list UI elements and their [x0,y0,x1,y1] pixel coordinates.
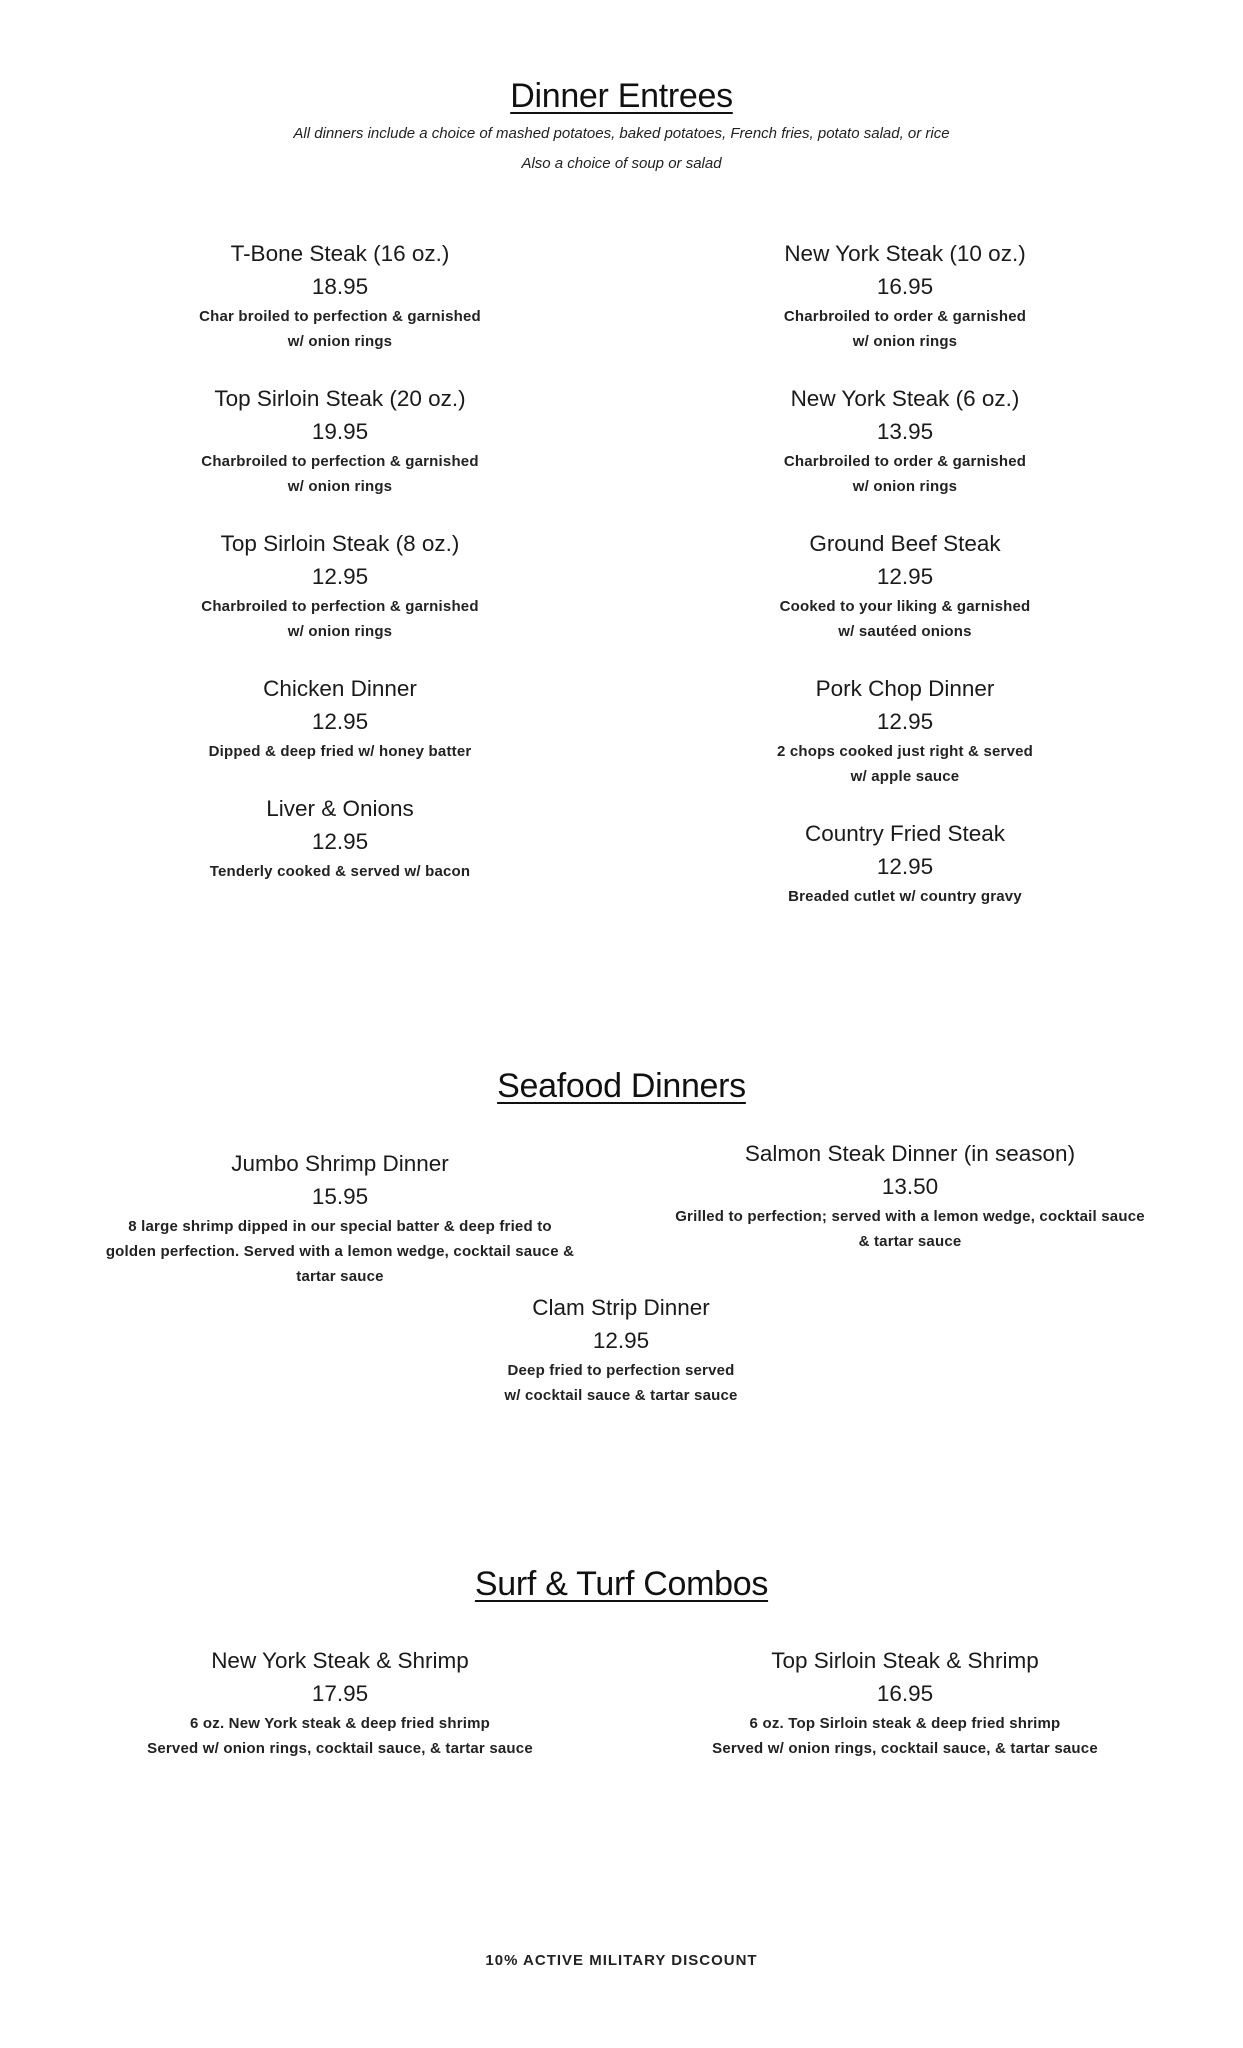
menu-item [705,238,1105,354]
item-price: 13.95 [876,419,934,444]
menu-item [90,1645,590,1761]
item-name: Liver & Onions [266,796,414,821]
item-price: 12.95 [876,709,934,734]
item-description [140,859,540,884]
item-description-line: tartar sauce [296,1268,384,1285]
item-description-line: 2 chops cooked just right & served [776,743,1034,760]
item-description-line: Breaded cutlet w/ country gravy [788,888,1022,905]
menu-item [60,1148,620,1289]
item-description-line: golden perfection. Served with a lemon wedge, cocktail sauce & [105,1243,575,1260]
item-price: 12.95 [311,829,369,854]
item-description [705,304,1105,354]
item-price: 12.95 [876,564,934,589]
section-title-surf-turf-combos [0,1564,1243,1604]
item-description-line: Charbroiled to order & garnished [783,308,1027,325]
item-price: 16.95 [876,1681,934,1706]
item-description-line: w/ apple sauce [850,768,960,785]
item-description-line: Served w/ onion rings, cocktail sauce, & tartar sauce [712,1740,1098,1757]
item-description-line: w/ onion rings [852,333,958,350]
item-description-line: w/ cocktail sauce & tartar sauce [504,1387,738,1404]
item-description [60,1214,620,1289]
menu-item [140,528,540,644]
item-description-line: Deep fried to perfection served [507,1362,735,1379]
item-description [140,304,540,354]
section-title-text: Dinner Entrees [510,77,733,115]
item-price: 15.95 [311,1184,369,1209]
item-description-line: Dipped & deep fried w/ honey batter [208,743,472,760]
item-price: 16.95 [876,274,934,299]
item-name: New York Steak (6 oz.) [790,386,1020,411]
menu-item [140,793,540,884]
item-description [140,449,540,499]
item-description-line: 6 oz. New York steak & deep fried shrimp [189,1715,491,1732]
section-title-dinner-entrees [0,76,1243,116]
item-name: T-Bone Steak (16 oz.) [230,241,450,266]
item-description-line: Grilled to perfection; served with a lemon wedge, cocktail sauce [675,1208,1145,1225]
item-description [655,1711,1155,1761]
item-name: Ground Beef Steak [809,531,1001,556]
item-name: Chicken Dinner [263,676,417,701]
item-name: Salmon Steak Dinner (in season) [744,1141,1076,1166]
military-discount-note: 10% ACTIVE MILITARY DISCOUNT [485,1952,758,1969]
menu-item [705,528,1105,644]
item-name: New York Steak (10 oz.) [784,241,1026,266]
item-name: Pork Chop Dinner [815,676,995,701]
menu-item [705,383,1105,499]
item-description-line: 8 large shrimp dipped in our special batter & deep fried to [128,1218,552,1235]
item-name: Top Sirloin Steak (8 oz.) [220,531,460,556]
menu-item [705,673,1105,789]
item-price: 12.95 [592,1328,650,1353]
item-description-line: Char broiled to perfection & garnished [199,308,481,325]
section-title-seafood-dinners [0,1066,1243,1106]
item-description-line: w/ onion rings [852,478,958,495]
item-description [705,449,1105,499]
item-price: 19.95 [311,419,369,444]
menu-item [140,673,540,764]
menu-item [630,1138,1190,1254]
item-name: Country Fried Steak [804,821,1006,846]
item-price: 17.95 [311,1681,369,1706]
item-price: 12.95 [311,564,369,589]
item-name: Jumbo Shrimp Dinner [231,1151,449,1176]
item-description [140,594,540,644]
item-description-line: w/ sautéed onions [838,623,972,640]
item-description [90,1711,590,1761]
item-description-line: Served w/ onion rings, cocktail sauce, & tartar sauce [147,1740,533,1757]
dinner-entrees-subtitle-1: All dinners include a choice of mashed potatoes, baked potatoes, French fries, potato salad, or rice [293,125,950,142]
menu-item [140,383,540,499]
dinner-entrees-subtitle-2: Also a choice of soup or salad [521,155,722,172]
item-price: 12.95 [876,854,934,879]
item-description-line: 6 oz. Top Sirloin steak & deep fried shrimp [749,1715,1061,1732]
item-description [705,739,1105,789]
item-name: New York Steak & Shrimp [211,1648,469,1673]
menu-item [140,238,540,354]
item-name: Clam Strip Dinner [532,1295,710,1320]
item-description [705,594,1105,644]
menu-item [705,818,1105,909]
menu-item [421,1292,821,1408]
section-title-text: Surf & Turf Combos [474,1565,769,1603]
item-description-line: Charbroiled to perfection & garnished [201,598,479,615]
item-description-line: Charbroiled to perfection & garnished [201,453,479,470]
item-price: 13.50 [881,1174,939,1199]
item-description [421,1358,821,1408]
item-price: 18.95 [311,274,369,299]
item-price: 12.95 [311,709,369,734]
item-description-line: Cooked to your liking & garnished [779,598,1031,615]
item-description-line: Tenderly cooked & served w/ bacon [209,863,471,880]
item-description [630,1204,1190,1254]
item-description-line: Charbroiled to order & garnished [783,453,1027,470]
item-description [705,884,1105,909]
item-description [140,739,540,764]
item-name: Top Sirloin Steak (20 oz.) [214,386,466,411]
item-name: Top Sirloin Steak & Shrimp [771,1648,1039,1673]
menu-item [655,1645,1155,1761]
item-description-line: w/ onion rings [287,333,393,350]
section-title-text: Seafood Dinners [497,1067,746,1105]
item-description-line: w/ onion rings [287,623,393,640]
item-description-line: & tartar sauce [858,1233,962,1250]
item-description-line: w/ onion rings [287,478,393,495]
